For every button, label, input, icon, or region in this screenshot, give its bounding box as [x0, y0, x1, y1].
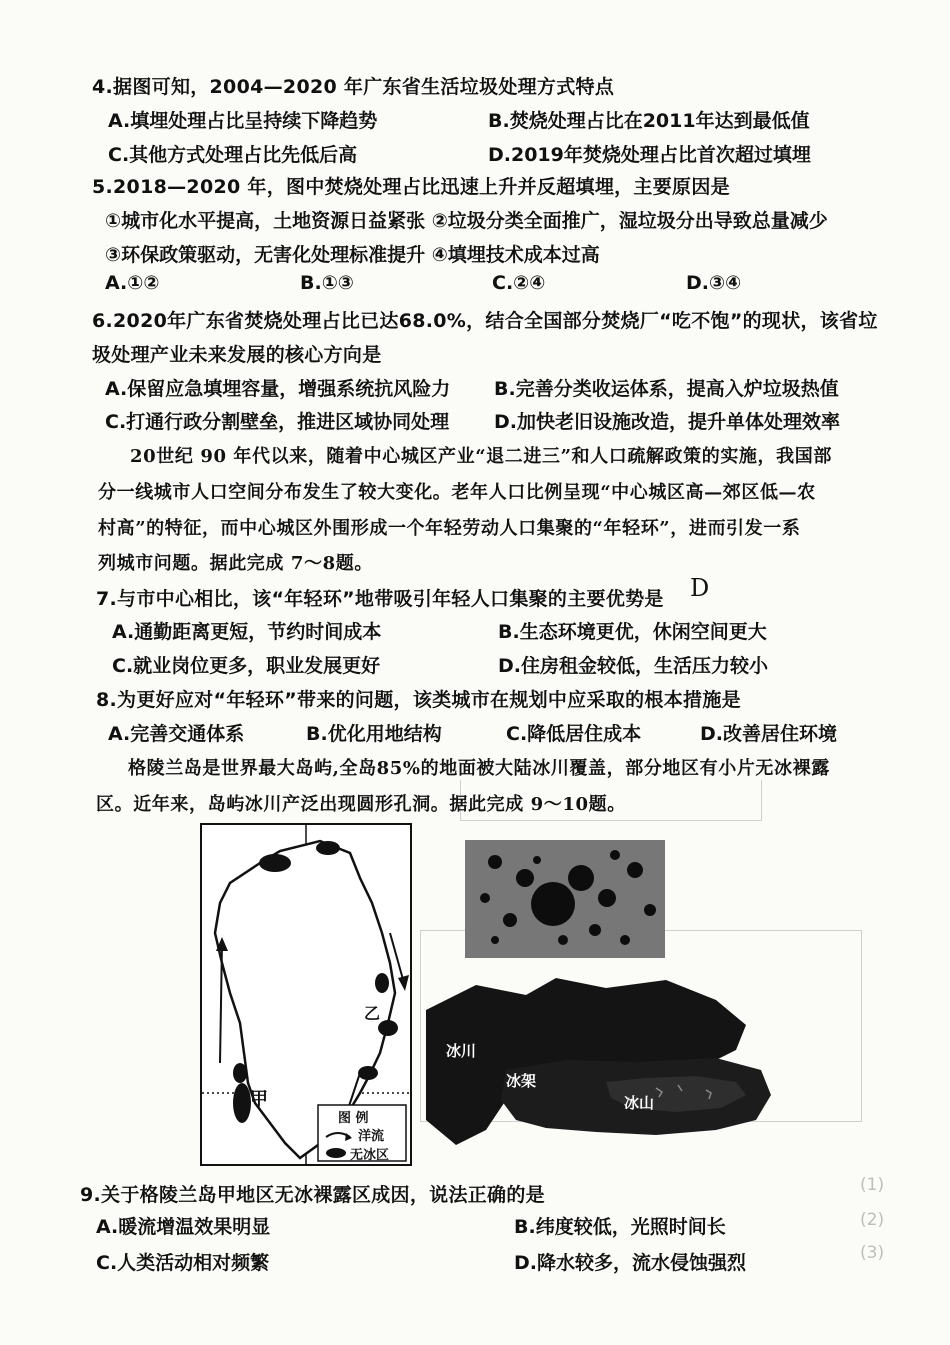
q8-option-c: C.降低居住成本 — [506, 723, 642, 745]
passage-7-8-line-3: 村高”的特征，而中心城区外围形成一个年轻劳动人口集聚的“年轻环”，进而引发一系 — [98, 518, 801, 539]
ice-free-area — [233, 1063, 247, 1083]
q7-option-c: C.就业岗位更多，职业发展更好 — [112, 655, 381, 677]
ice-free-area-jia — [233, 1083, 251, 1123]
bleed-through-text: (1) — [860, 1175, 885, 1195]
passage-9-10-line-1: 格陵兰岛是世界最大岛屿,全岛85%的地面被大陆冰川覆盖，部分地区有小片无冰裸露 — [128, 758, 830, 779]
greenland-map-figure — [200, 823, 412, 1166]
question-7-stem: 7.与市中心相比，该“年轻环”地带吸引年轻人口集聚的主要优势是 — [96, 588, 664, 610]
passage-7-8-line-1: 20世纪 90 年代以来，随着中心城区产业“退二进三”和人口疏解政策的实施，我国部 — [130, 446, 832, 467]
q5-option-d: D.③④ — [686, 272, 742, 294]
map-label-yi: 乙 — [364, 1004, 381, 1023]
ice-free-area — [259, 854, 291, 872]
map-label-jia: 甲 — [250, 1089, 268, 1110]
q7-option-d: D.住房租金较低，生活压力较小 — [498, 655, 768, 677]
q9-option-c: C.人类活动相对频繁 — [96, 1252, 270, 1274]
question-4-stem: 4.据图可知，2004—2020 年广东省生活垃圾处理方式特点 — [92, 76, 615, 98]
q6-option-d: D.加快老旧设施改造，提升单体处理效率 — [494, 411, 840, 433]
q4-option-b: B.焚烧处理占比在2011年达到最低值 — [488, 110, 810, 132]
question-6-stem-line-1: 6.2020年广东省焚烧处理占比已达68.0%，结合全国部分焚烧厂“吃不饱”的现状，该省垃 — [92, 310, 878, 332]
legend-ice-free: 无冰区 — [350, 1148, 390, 1163]
q7-option-a: A.通勤距离更短，节约时间成本 — [112, 621, 382, 643]
bleed-through-text: (3) — [860, 1243, 885, 1263]
q5-option-c: C.②④ — [492, 272, 546, 294]
ice-free-area — [378, 1020, 398, 1036]
question-8-stem: 8.为更好应对“年轻环”带来的问题，该类城市在规划中应采取的根本措施是 — [96, 689, 741, 711]
passage-7-8-line-2: 分一线城市人口空间分布发生了较大变化。老年人口比例呈现“中心城区高—郊区低—农 — [98, 482, 816, 503]
q4-option-a: A.填埋处理占比呈持续下降趋势 — [108, 110, 378, 132]
q6-option-a: A.保留应急填埋容量，增强系统抗风险力 — [105, 378, 451, 400]
q8-option-d: D.改善居住环境 — [700, 723, 837, 745]
q5-option-a: A.①② — [105, 272, 160, 294]
q8-option-a: A.完善交通体系 — [108, 723, 245, 745]
label-iceberg: 冰山 — [624, 1094, 655, 1112]
ice-free-area — [375, 973, 389, 993]
q9-option-d: D.降水较多，流水侵蚀强烈 — [514, 1252, 746, 1274]
legend-title: 图 例 — [338, 1111, 369, 1126]
q7-handwritten-answer: D — [690, 574, 710, 602]
q7-option-b: B.生态环境更优，休闲空间更大 — [498, 621, 767, 643]
legend-ocean-current: 洋流 — [358, 1129, 385, 1144]
q9-option-a: A.暖流增温效果明显 — [96, 1216, 271, 1238]
q8-option-b: B.优化用地结构 — [306, 723, 442, 745]
question-6-stem-line-2: 圾处理产业未来发展的核心方向是 — [92, 344, 382, 366]
ice-free-area — [358, 1066, 378, 1080]
label-ice-shelf: 冰架 — [506, 1072, 537, 1090]
q4-option-c: C.其他方式处理占比先低后高 — [108, 144, 358, 166]
ice-free-area — [316, 841, 340, 855]
q9-option-b: B.纬度较低，光照时间长 — [514, 1216, 726, 1238]
glacier-shelf-diagram — [416, 970, 776, 1155]
passage-7-8-line-4: 列城市问题。据此完成 7～8题。 — [98, 553, 373, 574]
passage-9-10-line-2: 区。近年来，岛屿冰川产泛出现圆形孔洞。据此完成 9～10题。 — [96, 794, 626, 815]
bleed-through-text: (2) — [860, 1210, 885, 1230]
q6-option-c: C.打通行政分割壁垒，推进区域协同处理 — [105, 411, 450, 433]
q5-option-b: B.①③ — [300, 272, 354, 294]
q6-option-b: B.完善分类收运体系，提高入炉垃圾热值 — [494, 378, 839, 400]
label-glacier: 冰川 — [446, 1042, 477, 1060]
question-9-stem: 9.关于格陵兰岛甲地区无冰裸露区成因，说法正确的是 — [80, 1184, 545, 1206]
q5-statement-line-1: ①城市化水平提高，土地资源日益紧张 ②垃圾分类全面推广，湿垃圾分出导致总量减少 — [105, 210, 828, 232]
question-5-stem: 5.2018—2020 年，图中焚烧处理占比迅速上升并反超填埋，主要原因是 — [92, 176, 730, 198]
q4-option-d: D.2019年焚烧处理占比首次超过填埋 — [488, 144, 811, 166]
glacier-holes-photo — [465, 840, 665, 958]
q5-statement-line-2: ③环保政策驱动，无害化处理标准提升 ④填埋技术成本过高 — [105, 244, 600, 266]
